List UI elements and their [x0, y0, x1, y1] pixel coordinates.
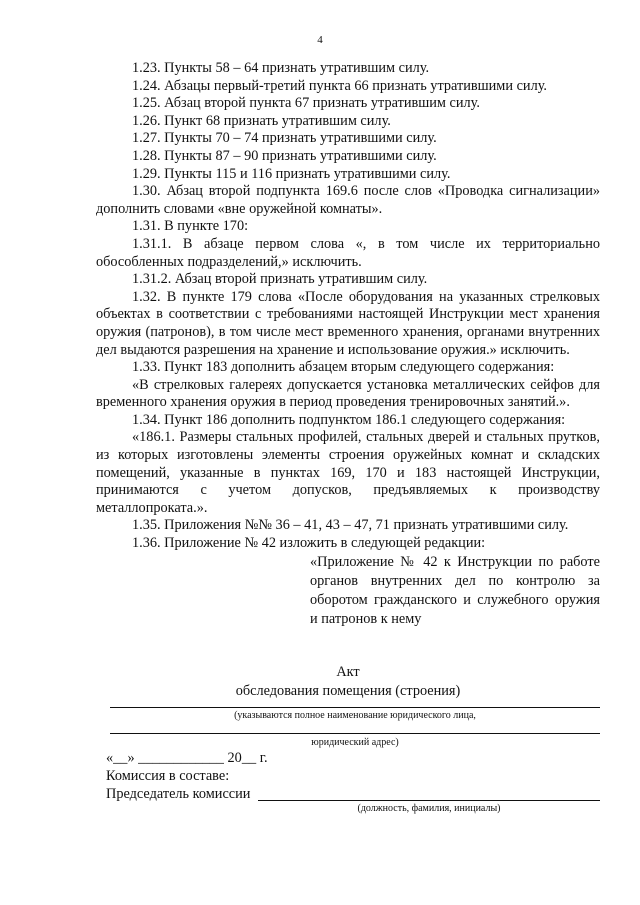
appendix-header: «Приложение № 42 к Инструкции по работе органов внутренних дел по контролю за оборотом гражданского и служебного оружия и патронов к нему [310, 553, 600, 627]
item-1-28: 1.28. Пункты 87 – 90 признать утратившими силу. [132, 147, 437, 164]
org-name-hint: (указываются полное наименование юридического лица, [234, 710, 476, 721]
address-line [110, 733, 600, 734]
item-1-32: 1.32. В пункте 179 слова «После оборудования на указанных стрелковых объектах в соответствии с требованиями настоящей Инструкции мест хранения оружия (патронов), в том числе мест временного хранения, органами внутренних дел выдаются разрешения на хранение и использование оружия.» исключить. [96, 288, 600, 358]
commission-label: Комиссия в составе: [106, 768, 230, 784]
position-hint: (должность, фамилия, инициалы) [357, 803, 501, 814]
item-1-30: 1.30. Абзац второй подпункта 169.6 после слов «Проводка сигнализации» дополнить словами «вне оружейной комнаты». [96, 183, 600, 217]
item-1-33-quote: «В стрелковых галереях допускается установка металлических сейфов для временного хранения оружия в период проведения тренировочных занятий.». [96, 376, 600, 411]
item-1-34-quote: «186.1. Размеры стальных профилей, стальных дверей и стальных прутков, из которых изготовлены элементы строения оружейных комнат и складских помещений, указанные в пунктах 169, 170 и 183 настоящей Инструкции, принимаются с учетом допусков, предъявляемых к производству металлопроката.». [96, 429, 600, 516]
item-1-31: 1.31. В пункте 170: [132, 218, 249, 235]
amendments-list [96, 60, 600, 629]
act-title: Акт [336, 664, 360, 680]
item-1-24: 1.24. Абзацы первый-третий пункта 66 признать утратившими силу. [132, 77, 548, 94]
item-1-36: 1.36. Приложение № 42 изложить в следующей редакции: [132, 535, 486, 552]
item-1-31-1: 1.31.1. В абзаце первом слова «, в том числе их территориально обособленных подразделений,» исключить. [96, 235, 600, 270]
item-1-23: 1.23. Пункты 58 – 64 признать утратившим силу. [132, 60, 430, 76]
act-subtitle: обследования помещения (строения) [235, 683, 461, 699]
chairman-label: Председатель комиссии [106, 786, 251, 802]
item-1-34: 1.34. Пункт 186 дополнить подпунктом 186.1 следующего содержания: [132, 411, 566, 428]
item-1-25: 1.25. Абзац второй пункта 67 признать утратившим силу. [132, 95, 480, 112]
item-1-29: 1.29. Пункты 115 и 116 признать утратившими силу. [132, 165, 451, 182]
item-1-26: 1.26. Пункт 68 признать утратившим силу. [132, 112, 391, 129]
chairman-line [258, 800, 600, 801]
item-1-33: 1.33. Пункт 183 дополнить абзацем вторым следующего содержания: [132, 359, 555, 376]
address-hint: юридический адрес) [311, 737, 399, 748]
item-1-31-2: 1.31.2. Абзац второй признать утратившим силу. [132, 271, 428, 288]
org-name-line [110, 707, 600, 708]
date-line: «__» ____________ 20__ г. [106, 750, 268, 766]
page-number: 4 [317, 34, 323, 46]
item-1-35: 1.35. Приложения №№ 36 – 41, 43 – 47, 71 признать утратившими силу. [132, 517, 569, 534]
item-1-27: 1.27. Пункты 70 – 74 признать утратившими силу. [132, 130, 437, 147]
